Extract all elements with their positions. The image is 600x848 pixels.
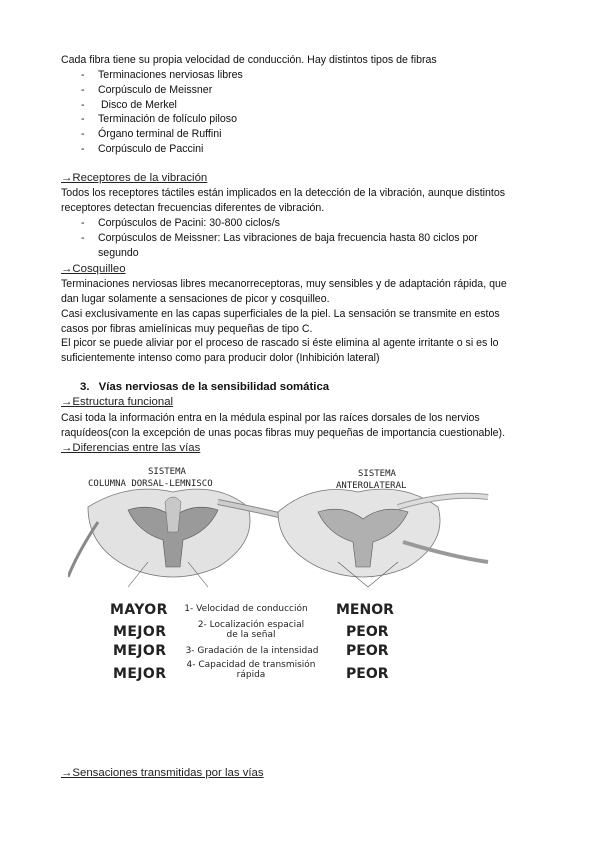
intro-text: Cada fibra tiene su propia velocidad de conducción. Hay distintos tipos de fibras — [61, 54, 437, 66]
section-title: Vías nerviosas de la sensibilidad somática — [98, 381, 330, 393]
table-row — [100, 602, 400, 622]
subsection-header: →Estructura funcional — [61, 396, 174, 408]
body-text: dan lugar solamente a sensaciones de picor y cosquilleo. — [61, 293, 330, 305]
criterion: 3- Gradación de la intensidad — [185, 646, 319, 656]
right-value: PEOR — [346, 624, 389, 640]
left-value: MEJOR — [113, 666, 167, 682]
list-item-continuation: segundo — [98, 247, 139, 259]
bullet-dash: - — [81, 232, 85, 244]
list-item: Órgano terminal de Ruffini — [98, 128, 222, 140]
right-value: MENOR — [336, 602, 394, 618]
tickle-header: →Cosquilleo — [61, 263, 126, 275]
spinal-cord-diagram — [68, 462, 538, 592]
bullet-dash: - — [81, 128, 85, 140]
body-text: Todos los receptores táctiles están implicados en la detección de la vibración, aunque distintos — [61, 187, 506, 199]
list-item: Corpúsculos de Meissner: Las vibraciones de baja frecuencia hasta 80 ciclos por — [98, 232, 478, 244]
list-item: Corpúsculo de Paccini — [98, 143, 204, 155]
criterion: 2- Localización espacial de la señal — [197, 620, 305, 640]
list-item: Terminación de folículo piloso — [98, 113, 237, 125]
section-heading — [80, 380, 329, 394]
body-text: El picor se puede aliviar por el proceso de rascado si éste elimina al agente irritante o si es lo — [61, 337, 499, 349]
sensations-header: →Sensaciones transmitidas por las vías — [61, 767, 264, 779]
body-text: raquídeos(con la excepción de unas pocas fibras muy pequeñas de importancia cuestionable). — [61, 427, 506, 439]
list-item: Corpúsculos de Pacini: 30-800 ciclos/s — [98, 217, 280, 229]
list-item: Disco de Merkel — [98, 99, 177, 111]
bullet-dash: - — [81, 143, 85, 155]
body-text: Casi exclusivamente en las capas superficiales de la piel. La sensación se transmite en estos — [61, 308, 500, 320]
bullet-dash: - — [81, 84, 85, 96]
right-title-line1: SISTEMA — [358, 469, 396, 479]
table-row — [100, 660, 400, 686]
body-text: suficientemente intenso como para producir dolor (Inhibición lateral) — [61, 352, 380, 364]
left-value: MAYOR — [110, 602, 168, 618]
body-text: Casi toda la información entra en la médula espinal por las raíces dorsales de los nervios — [61, 412, 480, 424]
table-row — [100, 620, 400, 644]
criterion: 1- Velocidad de conducción — [184, 604, 308, 614]
body-text: casos por fibras amielínicas muy pequeñas de tipo C. — [61, 323, 313, 335]
bullet-dash: - — [81, 69, 85, 81]
section-number: 3. — [80, 381, 90, 393]
left-value: MEJOR — [113, 643, 167, 659]
bullet-dash: - — [81, 113, 85, 125]
bullet-dash: - — [81, 217, 85, 229]
left-value: MEJOR — [113, 624, 167, 640]
list-item: Corpúsculo de Meissner — [98, 84, 213, 96]
right-value: PEOR — [346, 666, 389, 682]
subsection-header: →Diferencias entre las vías — [61, 442, 201, 454]
right-spinal-cord-illustration — [278, 489, 488, 587]
right-value: PEOR — [346, 643, 389, 659]
vibration-header: →Receptores de la vibración — [61, 172, 208, 184]
bullet-dash: - — [81, 99, 85, 111]
left-title-line2: COLUMNA DORSAL-LEMNISCO — [88, 479, 213, 489]
criterion: 4- Capacidad de transmisión rápida — [186, 660, 316, 680]
left-spinal-cord-illustration — [68, 489, 308, 587]
right-title-line2: ANTEROLATERAL — [336, 481, 407, 491]
list-item: Terminaciones nerviosas libres — [98, 69, 243, 81]
left-title-line1: SISTEMA — [148, 467, 186, 477]
body-text: Terminaciones nerviosas libres mecanorreceptoras, muy sensibles y de adaptación rápida, que — [61, 278, 507, 290]
body-text: receptores detectan frecuencias diferentes de vibración. — [61, 202, 325, 214]
